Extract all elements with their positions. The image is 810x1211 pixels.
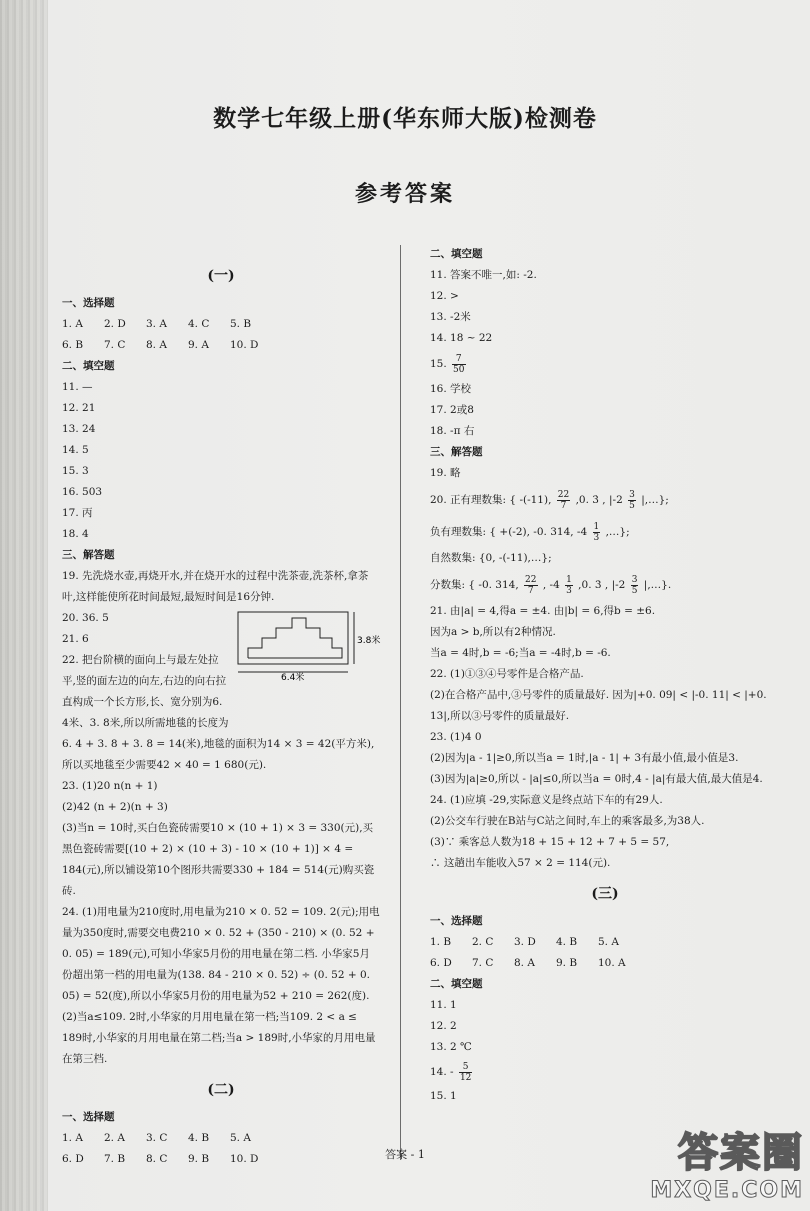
watermark-line-1: 答案圈: [678, 1130, 804, 1176]
set-item: |,…}.: [643, 579, 672, 591]
width-label: 6.4米: [281, 673, 305, 683]
fill-answer: 11. —: [62, 381, 93, 393]
denominator: 5: [629, 500, 635, 511]
fraction-set: [430, 569, 780, 601]
fill-answer: 15. 3: [62, 465, 89, 477]
choice-answer: 10. A: [598, 957, 626, 969]
choice-answer: 5. B: [230, 318, 252, 330]
numerator: 1: [593, 521, 600, 532]
answer-19: 19. 先洗烧水壶,再烧开水,并在烧开水的过程中洗茶壶,洗茶杯,拿茶叶,这样能使所花时间最短,最短时间是16分钟.: [62, 570, 369, 603]
answer-22-2: (2)在合格产品中,③号零件的质量最好. 因为|+0. 09| < |-0. 11| < |+0. 13|,所以③号零件的质量最好.: [430, 689, 767, 722]
denominator: 50: [453, 364, 465, 375]
section-fill-label: 二、填空题: [430, 978, 483, 990]
choice-row-2: [62, 335, 380, 356]
column-divider: [400, 245, 401, 1160]
set-item: ,…};: [605, 526, 630, 538]
answer-21: 21. 6: [62, 633, 89, 645]
answer-22-text: 22. 把台阶横的面向上与最左处拉平,竖的面左边的向左,右边的向右拉直构成一个长方形,长、宽分别为6. 4米、3. 8米,所以所需地毯的长度为6. 4 + 3. 8 + 3. 8 = 14(米),地毯的面积为14 × 3 = 42(平方米),所以买地毯至少需要42 × 40 = 1 680(元).: [62, 654, 375, 771]
fill-answer: 15. 1: [430, 1090, 457, 1102]
section-heading-2: (二): [207, 1082, 235, 1098]
numerator: 5: [459, 1062, 472, 1073]
choice-answer: 1. A: [62, 318, 83, 330]
set-item: ,0. 3̇ ,: [575, 494, 606, 506]
choice-answer: 10. D: [230, 1153, 259, 1165]
item-number: 15.: [430, 358, 447, 370]
answer-24-2: (2)公交车行驶在B站与C站之间时,车上的乘客最多,为38人.: [430, 815, 705, 827]
set-item: -0. 314,: [478, 579, 519, 591]
choice-answer: 1. B: [430, 936, 452, 948]
answer-21-1: 21. 由|a| = 4,得a = ±4. 由|b| = 6,得b = ±6.: [430, 605, 656, 617]
fraction: [452, 354, 465, 375]
choice-answer: 2. C: [472, 936, 494, 948]
answer-23-3: (3)当n = 10时,买白色瓷砖需要10 × (10 + 1) × 3 = 330(元),买黑色瓷砖需要[(10 + 2) × (10 + 3) - 10 × (10 + 1)] × 4 = 184(元),所以铺设第10个图形共需要330 + 184 = 514(元)购买瓷砖.: [62, 822, 375, 897]
answer-23-1: 23. (1)20 n(n + 1): [62, 780, 158, 792]
answer-24-4: ∴ 这趟出车能收入57 × 2 = 114(元).: [430, 857, 611, 869]
choice-answer: 9. B: [556, 957, 578, 969]
fill-answer: 17. 丙: [62, 507, 93, 519]
fraction: [565, 575, 573, 596]
choice-answer: 8. A: [514, 957, 535, 969]
fill-answer-15: [430, 349, 780, 379]
choice-row-1: [62, 314, 380, 335]
right-column: [430, 244, 780, 1107]
section-solve-label: 三、解答题: [430, 446, 483, 458]
answer-23-1: 23. (1)4 0: [430, 731, 482, 743]
numerator: 3: [631, 574, 638, 585]
numerator: 22: [525, 574, 537, 585]
section-choice-label: 一、选择题: [62, 1111, 115, 1123]
choice-answer: 7. C: [472, 957, 494, 969]
set-item: -(-11),: [519, 494, 552, 506]
fill-answer: 12. 2: [430, 1020, 457, 1032]
numerator: 7: [452, 354, 465, 365]
choice-answer: 7. B: [104, 1153, 126, 1165]
fill-answer: 11. 答案不唯一,如: -2.: [430, 269, 537, 281]
answer-23-2: (2)因为|a - 1|≥0,所以当a = 1时,|a - 1| + 3有最小值,最小值是3.: [430, 752, 739, 764]
watermark-line-2: MXQE.COM: [650, 1178, 804, 1203]
set-label: 20. 正有理数集: {: [430, 494, 517, 506]
section-choice-label: 一、选择题: [430, 915, 483, 927]
fill-answer: 14. 18 ~ 22: [430, 332, 493, 344]
fill-answer: 13. 24: [62, 423, 96, 435]
answer-21-2: 因为a > b,所以有2种情况.: [430, 626, 556, 638]
choice-answer: 2. D: [104, 318, 126, 330]
fraction: [524, 575, 537, 596]
negative-rational-set: [430, 516, 780, 548]
fill-answer: 14. 5: [62, 444, 89, 456]
set-item: +(-2), -0. 314, -4: [499, 526, 588, 538]
fill-answer: 13. -2米: [430, 311, 471, 323]
set-item: |-2: [608, 494, 623, 506]
section-fill-label: 二、填空题: [62, 360, 115, 372]
choice-answer: 8. A: [146, 339, 167, 351]
choice-answer: 7. C: [104, 339, 126, 351]
fill-answer: 12. 21: [62, 402, 96, 414]
left-column: [62, 260, 380, 1170]
choice-answer: 3. C: [146, 1132, 168, 1144]
choice-answer: 3. D: [514, 936, 536, 948]
stairs-shape: [248, 618, 342, 658]
fill-answer: 16. 503: [62, 486, 103, 498]
answer-24-1: 24. (1)用电量为210度时,用电量为210 × 0. 52 = 109. 2(元);用电量为350度时,需要交电费210 × 0. 52 + (350 - 210) × (0. 52 + 0. 05) = 189(元),可知小华家5月份的用电量在第二档. 小华家5月份超出第一档的用电量为(138. 84 - 210 × 0. 52) ÷ (0. 52 + 0. 05) = 52(度),所以小华家5月份的用电量为52 + 210 = 262(度).: [62, 906, 380, 1002]
choice-answer: 6. D: [62, 1153, 84, 1165]
answer-22-1: 22. (1)①③④号零件是合格产品.: [430, 668, 584, 680]
denominator: 5: [631, 585, 638, 596]
fill-answer: 17. 2或8: [430, 404, 474, 416]
section-fill-label: 二、填空题: [430, 248, 483, 260]
fill-answer: 18. -π 右: [430, 425, 475, 437]
choice-answer: 5. A: [230, 1132, 251, 1144]
choice-answer: 6. B: [62, 339, 84, 351]
fill-answer: 18. 4: [62, 528, 89, 540]
choice-answer: 1. A: [62, 1132, 83, 1144]
set-item: , -4: [542, 579, 560, 591]
choice-answer: 10. D: [230, 339, 259, 351]
set-item: ,0. 3̇ ,: [578, 579, 609, 591]
choice-answer: 4. B: [188, 1132, 210, 1144]
choice-answer: 9. B: [188, 1153, 210, 1165]
section-solve-label: 三、解答题: [62, 549, 115, 561]
fraction: [631, 575, 639, 596]
denominator: 7: [527, 585, 534, 596]
set-item: |,…};: [641, 494, 669, 506]
denominator: 3: [566, 585, 572, 596]
stairs-figure: [236, 608, 386, 684]
watermark-logo: [650, 1121, 804, 1203]
section-heading-3: (三): [591, 886, 619, 902]
choice-answer: 8. C: [146, 1153, 168, 1165]
choice-answer: 4. C: [188, 318, 210, 330]
page-footer: 答案 - 1: [385, 1148, 425, 1161]
section-choice-label: 一、选择题: [62, 297, 115, 309]
main-title: 数学七年级上册(华东师大版)检测卷: [213, 105, 597, 132]
choice-answer: 4. B: [556, 936, 578, 948]
numerator: 22: [557, 489, 570, 500]
fraction: [628, 490, 636, 511]
numerator: 1: [566, 574, 572, 585]
choice-answer: 5. A: [598, 936, 619, 948]
set-label: 分数集: {: [430, 579, 476, 591]
numerator: 3: [629, 489, 635, 500]
answer-20: 20. 36. 5: [62, 612, 109, 624]
height-label: 3.8米: [357, 636, 381, 646]
answer-23-2: (2)42 (n + 2)(n + 3): [62, 801, 168, 813]
denominator: 12: [459, 1072, 472, 1083]
answer-19: 19. 略: [430, 467, 461, 479]
choice-row-6: [430, 953, 780, 974]
answer-21-3: 当a = 4时,b = -6;当a = -4时,b = -6.: [430, 647, 611, 659]
sub-title: 参考答案: [354, 181, 455, 207]
choice-answer: 9. A: [188, 339, 209, 351]
answer-23-3: (3)因为|a|≥0,所以 - |a|≤0,所以当a = 0时,4 - |a|有最大值,最大值是4.: [430, 773, 763, 785]
fill-answer: 16. 学校: [430, 383, 472, 395]
denominator: 3: [593, 532, 600, 543]
denominator: 7: [560, 500, 567, 511]
section-heading-1: (一): [207, 268, 235, 284]
answer-24-1: 24. (1)应填 -29,实际意义是终点站下车的有29人.: [430, 794, 663, 806]
fill-answer: 11. 1: [430, 999, 457, 1011]
answer-24-3: (3)∵ 乘客总人数为18 + 15 + 12 + 7 + 5 = 57,: [430, 836, 670, 848]
set-label: 负有理数集: {: [430, 526, 497, 538]
choice-row-5: [430, 932, 780, 953]
fraction: [593, 522, 601, 543]
fill-answer-14: [430, 1058, 780, 1086]
item-number: 14. -: [430, 1066, 454, 1078]
natural-number-set: 自然数集: {0, -(-11),…};: [430, 552, 552, 564]
answer-24-2: (2)当a≤109. 2时,小华家的月用电量在第一档;当109. 2 < a ≤ 189时,小华家的月用电量在第二档;当a > 189时,小华家的月用电量在第三档.: [62, 1011, 376, 1065]
fraction: [459, 1062, 472, 1083]
choice-answer: 6. D: [430, 957, 452, 969]
choice-answer: 3. A: [146, 318, 167, 330]
choice-answer: 2. A: [104, 1132, 125, 1144]
fill-answer: 13. 2 ℃: [430, 1041, 472, 1053]
fill-answer: 12. >: [430, 290, 459, 302]
set-item: |-2: [611, 579, 626, 591]
fraction: [557, 490, 570, 511]
positive-rational-set: [430, 484, 780, 516]
